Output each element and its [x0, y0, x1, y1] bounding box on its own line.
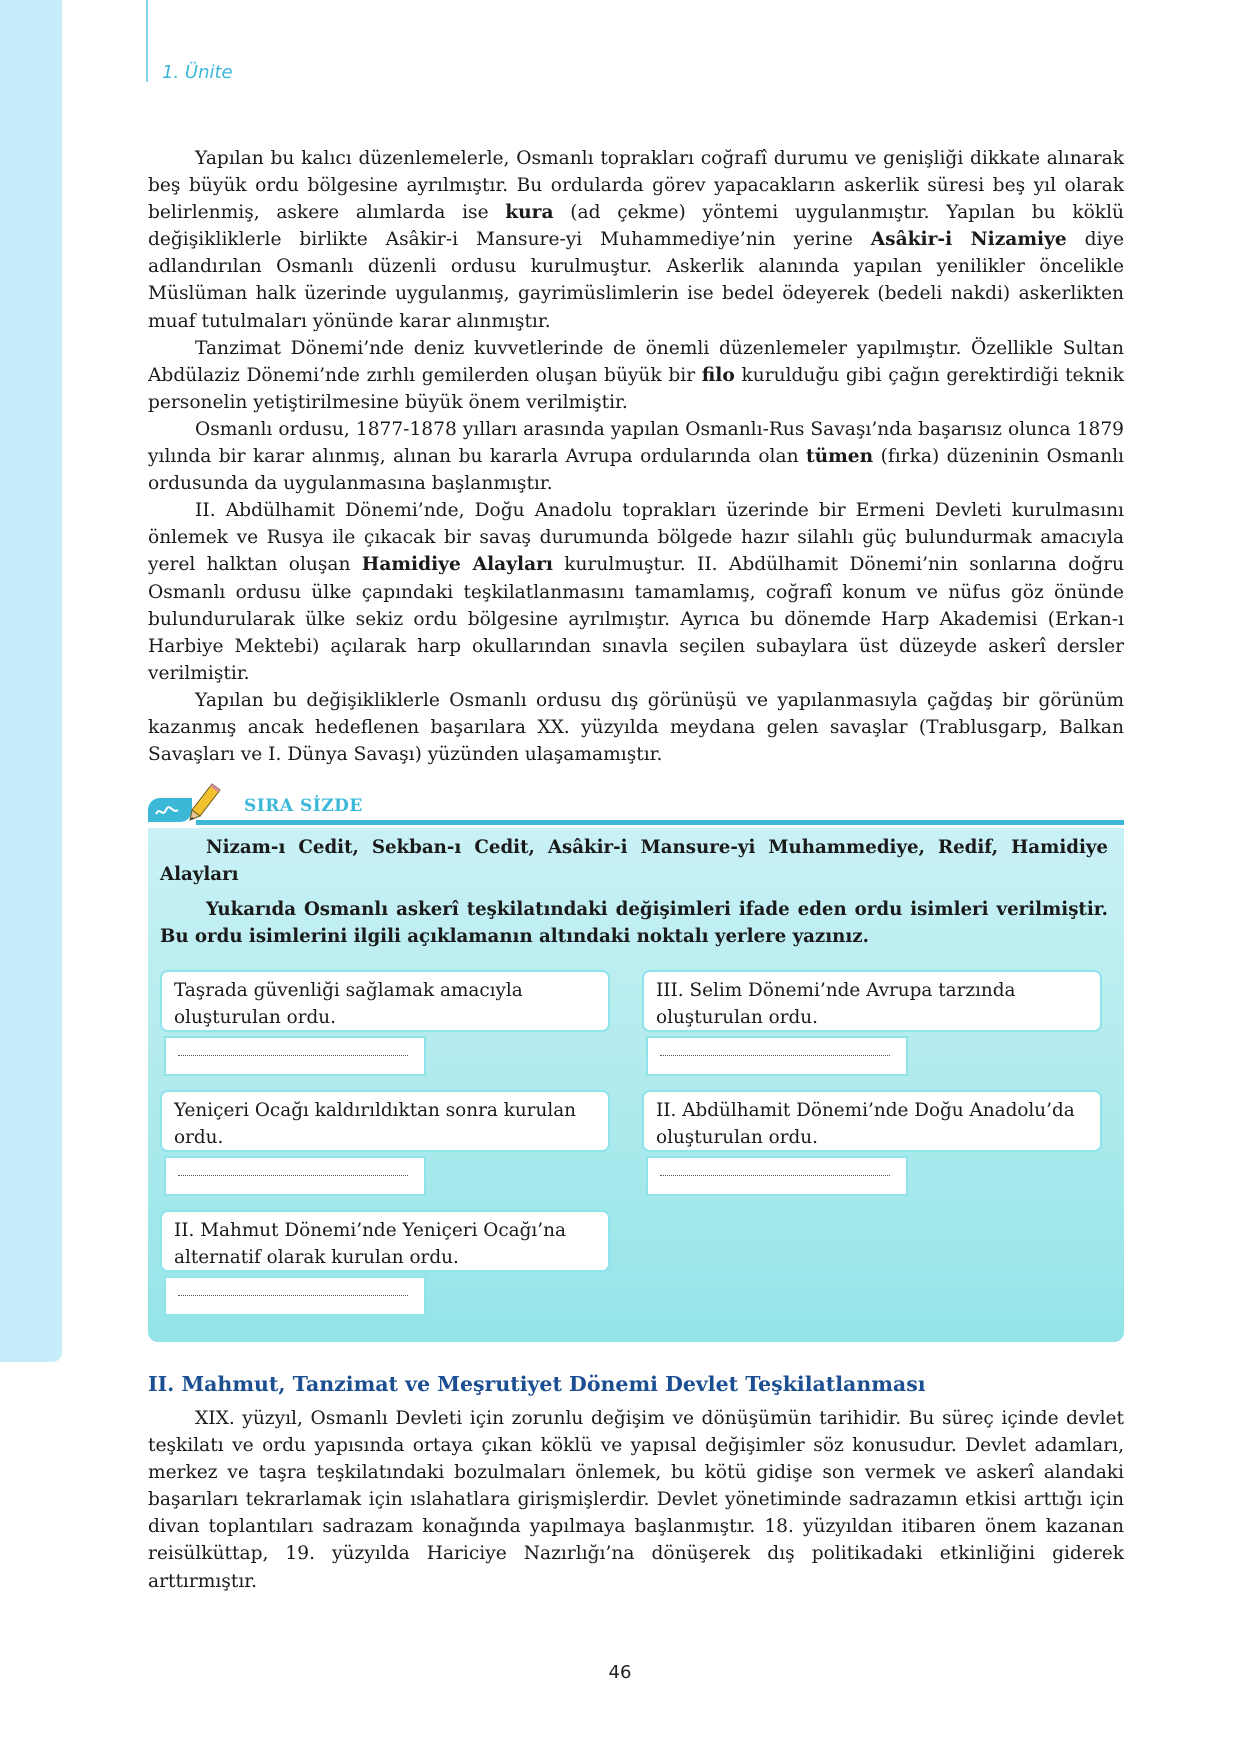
sira-sizde-activity-box — [148, 828, 1124, 1342]
activity-instruction: Yukarıda Osmanlı askerî teşkilatındaki değişimleri ifade eden ordu isimleri verilmiştir. Bu ordu isimlerini ilgili açıklamanın altındaki noktalı yerlere yazınız. — [160, 899, 1108, 947]
bold-term: filo — [701, 364, 735, 386]
bold-term: tümen — [806, 446, 874, 468]
paragraph-4: II. Abdülhamit Dönemi’nde, Doğu Anadolu toprakları üzerinde bir Ermeni Devleti kurulmasını önlemek ve Rusya ile çıkacak bir savaş durumunda bölgede hazır silahlı güç bulundurmak amacıyla yerel halktan oluşan Hamidiye Alayları kurulmuştur. II. Abdülhamit Dönemi’nin sonlarına doğru Osmanlı ordusu ülke çapındaki teşkilatlanmasını tamamlamış, coğrafî konum ve nüfus göz önünde bulundurularak ülke sekiz ordu bölgesine ayrılmıştır. Ayrıca bu dönemde Harp Akademisi (Erkan-ı Harbiye Mektebi) açılarak harp okullarından sınavla seçilen subaylara üst düzeyde askerî dersler verilmiştir. — [148, 500, 1125, 684]
dotted-line — [178, 1174, 408, 1176]
sira-sizde-header — [148, 786, 1124, 824]
section-paragraph: XIX. yüzyıl, Osmanlı Devleti için zorunlu değişim ve dönüşümün tarihidir. Bu süreç içinde devlet teşkilatı ve ordu yapısında ortaya çıkan köklü ve yapısal değişimler söz konusudur. Devlet adamları, merkez ve taşra teşkilatındaki bozulmaları önlemek, bu kötü gidişe son vermek ve askerî alandaki başarıları tekrarlamak için ıslahatlara girişmişlerdir. Devlet yönetiminde sadrazamın etkisi arttığı için divan toplantıları sadrazam konağında yapılmaya başlanmıştır. 18. yüzyıldan itibaren önem kazanan reisülküttap, 19. yüzyılda Hariciye Nazırlığı’na dönüşerek dış politikadaki etkinliğini giderek arttırmıştır. — [148, 1408, 1124, 1592]
sira-sizde-title: SIRA SİZDE — [244, 796, 363, 816]
dotted-line — [660, 1054, 890, 1056]
main-text — [148, 145, 1124, 768]
answer-field-5[interactable] — [164, 1276, 426, 1316]
section-text — [148, 1405, 1124, 1595]
answer-field-2[interactable] — [646, 1036, 908, 1076]
paragraph-2: Tanzimat Dönemi’nde deniz kuvvetlerinde de önemli düzenlemeler yapılmıştır. Özellikle Sultan Abdülaziz Dönemi’nde zırhlı gemilerden oluşan büyük bir filo kurulduğu gibi çağın gerektirdiği teknik personelin yetiştirilmesine büyük önem verilmiştir. — [148, 337, 1124, 413]
question-box-4: II. Abdülhamit Dönemi’nde Doğu Anadolu’da oluşturulan ordu. — [642, 1090, 1102, 1152]
header-rule — [146, 0, 148, 82]
signature-badge-icon — [148, 798, 192, 822]
dotted-line — [178, 1054, 408, 1056]
bold-term: kura — [505, 202, 554, 224]
question-box-1: Taşrada güvenliği sağlamak amacıyla oluşturulan ordu. — [160, 970, 610, 1032]
question-box-2: III. Selim Dönemi’nde Avrupa tarzında oluşturulan ordu. — [642, 970, 1102, 1032]
answer-field-1[interactable] — [164, 1036, 426, 1076]
question-box-5: II. Mahmut Dönemi’nde Yeniçeri Ocağı’na alternatif olarak kurulan ordu. — [160, 1210, 610, 1272]
bold-term: Hamidiye Alayları — [361, 554, 553, 576]
sira-sizde-rule — [196, 820, 1124, 825]
side-color-strip — [0, 0, 62, 1362]
paragraph-1: Yapılan bu kalıcı düzenlemelerle, Osmanlı toprakları coğrafî durumu ve genişliği dikkate alınarak beş büyük ordu bölgesine ayrılmıştır. Bu ordularda görev yapacakların askerlik süresi beş yıl olarak belirlenmiş, askere alımlarda ise kura (ad çekme) yöntemi uygulanmıştır. Yapılan bu köklü değişikliklerle birlikte Asâkir-i Mansure-yi Muhammediye’nin yerine Asâkir-i Nizamiye diye adlandırılan Osmanlı düzenli ordusu kurulmuştur. Askerlik alanında yapılan yenilikler öncelikle Müslüman halk üzerinde uygulanmış, gayrimüslimlerin ise bedel ödeyerek (bedeli nakdi) askerlikten muaf tutulmaları yönünde karar alınmıştır. — [148, 148, 1124, 332]
answer-field-3[interactable] — [164, 1156, 426, 1196]
page-number: 46 — [608, 1662, 632, 1683]
paragraph-5: Yapılan bu değişikliklerle Osmanlı ordusu dış görünüşü ve yapılanmasıyla çağdaş bir görünüm kazanmış ancak hedeflenen başarılara XX. yüzyılda meydana gelen savaşlar (Trablusgarp, Balkan Savaşları ve I. Dünya Savaşı) yüzünden ulaşamamıştır. — [148, 689, 1124, 766]
section-title: II. Mahmut, Tanzimat ve Meşrutiyet Dönemi Devlet Teşkilatlanması — [148, 1372, 926, 1396]
unit-label: 1. Ünite — [162, 62, 233, 83]
signature-icon — [148, 798, 192, 822]
army-names-list: Nizam-ı Cedit, Sekban-ı Cedit, Asâkir-i Mansure-yi Muhammediye, Redif, Hamidiye Alayları — [160, 837, 1108, 885]
question-box-3: Yeniçeri Ocağı kaldırıldıktan sonra kurulan ordu. — [160, 1090, 610, 1152]
dotted-line — [178, 1294, 408, 1296]
pencil-icon — [188, 782, 222, 822]
dotted-line — [660, 1174, 890, 1176]
bold-term: Asâkir-i Nizamiye — [870, 229, 1067, 251]
paragraph-3: Osmanlı ordusu, 1877-1878 yılları arasında yapılan Osmanlı-Rus Savaşı’nda başarısız olunca 1879 yılında bir karar alınmış, alınan bu kararla Avrupa ordularında olan tümen (fırka) düzeninin Osmanlı ordusunda da uygulanmasına başlanmıştır. — [148, 418, 1124, 495]
answer-field-4[interactable] — [646, 1156, 908, 1196]
